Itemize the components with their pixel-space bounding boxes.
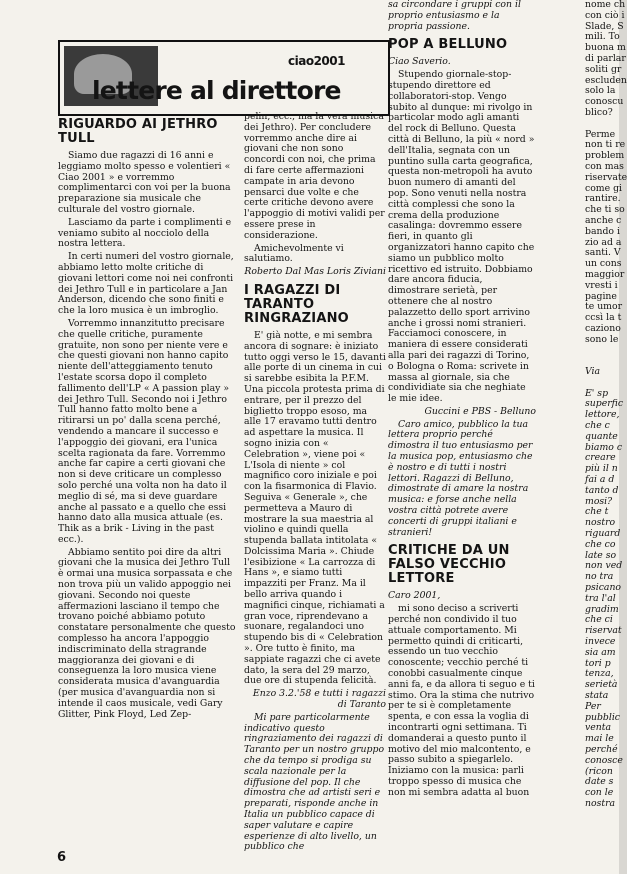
cropped-line: late so: [585, 549, 617, 561]
cropped-line: con mas: [585, 160, 624, 172]
cropped-line: nome ch: [585, 0, 626, 10]
letter-paragraph: Amichevolmente vi salutiamo.: [244, 242, 344, 265]
letter-paragraph: E' già notte, e mi sembra ancora di sognare: è iniziato tutto oggi verso le 15, davanti alle porte di un cinema in cui si sarebbe esibita la P.F.M. Una piccola protesta prima di entrare, per il prezzo del biglietto troppo esoso, ma alle 17 eravamo tutti dentro ad aspettare la musica. Il sogno inizia con « Celebration », viene poi « L'Isola di niente » col magnifico coro iniziale e poi con la fisarmonica di Flavio. Seguiva « Generale », che permetteva a Mauro di mostrare la sua maestria al violino e quindi quella stupenda ballata intitolata « Dolcissima Maria ». Chiude l'esibizione « La carrozza di Hans », e siamo tutti impazziti per Franz. Ma il bello arriva quando i magnifici cinque, richiamati a gran voce, riprendevano a suonare, regalandoci uno stupendo bis di « Celebration ». Ore tutto è finito, ma sappiate ragazzi che ci avete dato, la sera del 29 marzo, due ore di stupenda felicità.: [244, 329, 386, 687]
cropped-line: tra l'al: [585, 592, 616, 604]
cropped-line: blico?: [585, 106, 613, 118]
cropped-line: che ti so: [585, 204, 625, 216]
cropped-line: maggior: [585, 268, 625, 280]
cropped-line: pubblic: [585, 711, 620, 723]
column-1: [58, 112, 236, 722]
cropped-line: conoscu: [585, 96, 624, 108]
cropped-line: [585, 119, 619, 130]
page-number: 6: [57, 850, 67, 865]
cropped-line: lettore,: [585, 409, 620, 421]
cropped-line: Per: [585, 700, 601, 712]
cropped-line: nostro: [585, 517, 616, 529]
cropped-line: rantire.: [585, 193, 621, 205]
cropped-line: caziono: [585, 322, 621, 334]
cropped-line: perché: [585, 743, 618, 755]
cropped-line: soliti gr: [585, 63, 622, 75]
cropped-line: Via: [585, 366, 601, 378]
cropped-line: tori p: [585, 657, 611, 669]
cropped-line: Perme: [585, 128, 616, 140]
cropped-line: fai a d: [585, 474, 615, 486]
letter-paragraph: mi sono deciso a scriverti perché non condivido il tuo attuale comportamento. Mi permetto quindi di criticarti, essendo un tuo vecchio conoscente; vecchio perché ti conobbi casualmente cinque anni fa, e da allora ti seguo e ti stimo. Ora la stima che nutrivo per te si è completamente spenta, e con essa la voglia di incontrarti ogni settimana. Ti domanderai a questo punto il motivo del mio malcontento, e passo subito a spiegarlelo. Iniziamo con la musica: parli troppo spesso di musica che non mi sembra adatta al buon: [388, 603, 535, 798]
cropped-line: problem: [585, 150, 625, 162]
cropped-line: mosi?: [585, 495, 613, 507]
cropped-line: riservate: [585, 171, 627, 183]
cropped-line: come gi: [585, 182, 623, 194]
column-2: [244, 0, 386, 855]
letter-title-critiche: CRITICHE DA UN FALSO VECCHIO LETTORE: [388, 543, 510, 587]
section-title: lettere al direttore: [92, 76, 341, 105]
cropped-line: E' sp: [585, 387, 609, 399]
letter-title-belluno: POP A BELLUNO: [388, 37, 508, 53]
cropped-line: bando i: [585, 225, 620, 237]
magazine-logo: ciao2001: [288, 54, 345, 68]
letter-signature: Guccini e PBS - Belluno: [424, 405, 536, 417]
cropped-line: santi. V: [585, 247, 621, 259]
letter-signature: Enzo 3.2.'58 e tutti i ragazzi di Taranto: [252, 688, 386, 711]
cropped-line: più il n: [585, 463, 618, 475]
cropped-line: riguard: [585, 528, 621, 540]
cropped-line: pagine: [585, 290, 617, 302]
cropped-line: te umor: [585, 301, 623, 313]
cropped-line: zio ad a: [585, 236, 622, 248]
editor-reply: Caro amico, pubblico la tua lettera proprio perché dimostra il tuo entusiasmo per la musica pop, entusiasmo che è nostro e di tutti i nostri lettori. Ragazzi di Belluno, dimostrate di amare la nostra musica: e forse anche nella vostra città potrete avere concerti di gruppi italiani e stranieri!: [388, 418, 533, 538]
cropped-line: non ved: [585, 560, 623, 572]
cropped-line: Slade, S: [585, 20, 624, 32]
cropped-line: superfic: [585, 398, 624, 410]
cropped-line: con le: [585, 787, 614, 799]
cropped-line: stata: [585, 690, 609, 701]
letter-salutation: Caro 2001,: [388, 590, 441, 602]
reply-continuation: sa circondare i gruppi con il proprio entusiasmo e la propria passione.: [388, 0, 521, 32]
cropped-line: ccsì la t: [585, 312, 622, 324]
cropped-line: con ciò i: [585, 9, 625, 21]
cropped-line: che ci: [585, 614, 613, 626]
letter-paragraph: pelin, ecc., ma la vera musica dei Jethro). Per concludere vorremmo anche dire ai giovani che non sono concordi con noi, che prima di fare certe affermazioni campate in aria devono pensarci due volte e che certe critiche devono avere l'appoggio di motivi validi per essere prese in considerazione.: [244, 111, 385, 241]
cropped-line: venta: [585, 722, 612, 734]
letter-paragraph: Stupendo giornale-stop-stupendo direttore ed collaboratori-stop. Vengo subito al dunque: mi rivolgo in particolar modo agli amanti del rock di Belluno. Questa città di Belluno, la più « nord » dell'Italia, segnata con un puntino sulla carta geografica, questa non-metropoli ha avuto buon numero di amanti del pop. Sono venuti nella nostra città complessi che sono la crema della produzione casalinga: dovremmo essere fieri, in quanto gli organizzatori hanno capito che siamo un pubblico molto ricettivo ed istruito. Dobbiamo dare ancora fiducia, dimostrare serietà, per ottenere che al nostro palazzetto dello sport arrivino anche i grossi nomi stranieri. Facciamoci conoscere, in maniera di essere considerati alla pari dei ragazzi di Torino, o Bologna o Roma: scrivete in massa al giornale, sia che condividiate sia che neghiate le mie idee.: [388, 69, 535, 405]
cropped-line: sono le: [585, 333, 619, 345]
cropped-line: serietà: [585, 679, 618, 691]
cropped-line: anche c: [585, 214, 622, 226]
cropped-line: mili. To: [585, 31, 620, 43]
cropped-line: (ricon: [585, 765, 613, 777]
cropped-line: no tra: [585, 571, 614, 583]
letter-paragraph: In certi numeri del vostro giornale, abbiamo letto molte critiche di giovani lettori come noi nei confronti dei Jethro Tull e in particolare a Jan Anderson, dicendo che sono finiti e che la loro musica è un imbroglio.: [58, 251, 234, 317]
cropped-line: buona m: [585, 42, 626, 54]
letter-paragraph: Abbiamo sentito poi dire da altri giovani che la musica dei Jethro Tull è ormai una musica sorpassata e che non trova più un valido appoggio nei giovani. Secondo noi queste affermazioni lasciano il tempo che trovano poiché abbiamo potuto constatare personalmente che questo complesso ha ancora l'appoggio indiscriminato della stragrande maggioranza dei giovani e di conseguenza la loro musica viene considerata musica d'avanguardia (per musica d'avanguardia non si intende il caos musicale, vedi Gary Glitter, Pink Floyd, Led Zep-: [58, 546, 236, 720]
cropped-line: [585, 346, 619, 357]
cropped-line: gradim: [585, 603, 619, 615]
cropped-line: creare: [585, 452, 616, 464]
cropped-line: quante: [585, 430, 618, 442]
cropped-line: di parlar: [585, 52, 626, 64]
letter-signature: Roberto Dal Mas Loris Ziviani: [244, 266, 386, 278]
cropped-line: un cons: [585, 258, 622, 270]
cropped-line: vresti i: [585, 279, 618, 291]
letter-title-taranto: I RAGAZZI DI TARANTO RINGRAZIANO: [244, 282, 349, 326]
cropped-line: che t: [585, 506, 609, 518]
cropped-line: tanto d: [585, 484, 619, 496]
column-3: [388, 0, 536, 801]
letter-paragraph: Siamo due ragazzi di 16 anni e leggiamo molto spesso e volentieri « Ciao 2001 » e vorremmo complimentarci con voi per la buona preparazione sia musicale che culturale del vostro giornale.: [58, 150, 231, 215]
cropped-line: escluden: [585, 74, 627, 86]
letter-title-jethro-tull: RIGUARDO AI JETHRO TULL: [58, 117, 218, 146]
cropped-line: tenza,: [585, 668, 614, 680]
cropped-line: solo la: [585, 85, 616, 97]
cropped-line: conosce: [585, 754, 623, 766]
letter-paragraph: Vorremmo innanzitutto precisare che quelle critiche, puramente gratuite, non sono per niente vere e che questi giovani non hanno capito niente dell'atteggiamento tenuto l'estate scorsa dopo il completo fallimento dell'LP « A passion play » dei Jethro Tull. Secondo noi i Jethro Tull hanno fatto molto bene a ritirarsi un po' dalla scena perché, vendendo a mancare il successo e l'appoggio dei giovani, era l'unica scelta ragionata da fare. Vorremmo anche far capire a certi giovani che non si deve criticare un complesso solo perché una volta non ha dato il meglio di sé, ma si deve guardare anche al passato e a quello che essi hanno dato alla musica attuale (es. Thik as a brik - Living in the past ecc.).: [58, 317, 230, 545]
letter-salutation: Ciao Saverio.: [388, 56, 451, 68]
column-4-cropped: [585, 0, 627, 810]
cropped-line: che co: [585, 538, 616, 550]
editor-reply: Mi pare particolarmente indicativo questo ringraziamento dei ragazzi di Taranto per un nostro gruppo che da tempo si prodiga su scala nazionale per la diffusione del pop. Il che dimostra che ad artisti seri e preparati, risponde anche in Italia un pubblico capace di saper valutare e capire esperienze di alto livello, un pubblico che: [244, 711, 385, 853]
cropped-line: date s: [585, 776, 614, 788]
cropped-line: mai le: [585, 733, 614, 745]
cropped-line: invece: [585, 636, 616, 648]
cropped-line: psicano: [585, 582, 622, 594]
cropped-line: che c: [585, 420, 610, 432]
letter-paragraph: Lasciamo da parte i complimenti e veniamo subito al nocciolo della nostra lettera.: [58, 216, 232, 250]
cropped-line: non ti re: [585, 139, 626, 151]
cropped-line: nostra: [585, 797, 616, 809]
cropped-line: biamo c: [585, 441, 623, 453]
cropped-line: sia am: [585, 646, 616, 658]
cropped-line: riservat: [585, 625, 622, 637]
